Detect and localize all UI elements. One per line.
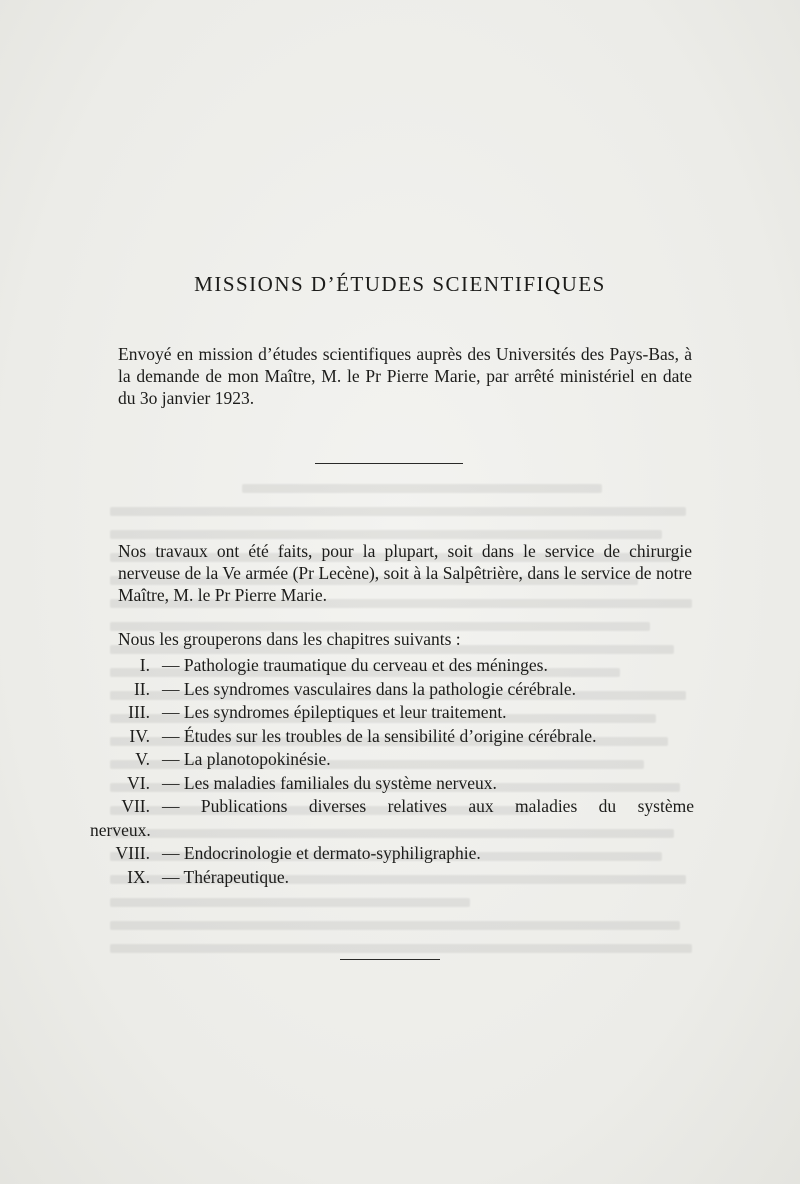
chapters-intro: Nous les grouperons dans les chapitres suivants :: [118, 629, 461, 649]
chapter-number: VI.: [127, 772, 150, 793]
chapter-number: IV.: [129, 725, 150, 746]
chapter-title: — Les maladies familiales du système nerveux.: [162, 772, 497, 793]
chapter-number: VII.: [121, 796, 150, 816]
chapter-item: [90, 678, 694, 702]
chapter-item: [90, 748, 694, 772]
chapter-item: [90, 866, 694, 890]
chapter-title: — Thérapeutique.: [162, 866, 289, 887]
chapter-title: — Endocrinologie et dermato-syphiligraphie.: [162, 843, 481, 863]
works-paragraph: Nos travaux ont été faits, pour la plupart, soit dans le service de chirurgie nerveuse de la Ve armée (Pr Lecène), soit à la Salpêtrière, dans le service de notre Maître, M. le Pr Pierre Marie.: [118, 541, 692, 605]
chapter-title: — Publications diverses relatives aux maladies du système: [162, 796, 694, 816]
chapter-title: — Les syndromes épileptiques et leur traitement.: [162, 702, 507, 722]
chapter-item: [90, 842, 694, 866]
chapter-title: — La planotopokinésie.: [162, 749, 331, 769]
separator-rule: [315, 463, 463, 464]
mission-paragraph: Envoyé en mission d’études scientifiques auprès des Universités des Pays-Bas, à la demande de mon Maître, M. le Pr Pierre Marie, par arrêté ministériel en date du 3o janvier 1923.: [118, 344, 692, 408]
chapter-number: IX.: [127, 866, 150, 887]
chapter-number: VIII.: [115, 843, 150, 863]
chapter-item: [90, 701, 694, 725]
chapter-item: [90, 725, 694, 749]
chapter-list: [90, 654, 694, 889]
chapter-item: [90, 772, 694, 796]
chapter-item: [90, 654, 694, 678]
chapter-title: — Études sur les troubles de la sensibilité d’origine cérébrale.: [162, 725, 597, 746]
chapter-item: [90, 795, 694, 842]
chapter-title: — Pathologie traumatique du cerveau et des méninges.: [162, 655, 548, 675]
chapter-title-continuation: nerveux.: [90, 819, 151, 840]
chapter-title: — Les syndromes vasculaires dans la pathologie cérébrale.: [162, 678, 577, 699]
chapter-number: III.: [128, 702, 150, 722]
chapter-number: I.: [139, 655, 150, 675]
page-title: MISSIONS D’ÉTUDES SCIENTIFIQUES: [194, 272, 606, 296]
chapter-number: V.: [135, 749, 150, 769]
separator-rule: [340, 959, 440, 960]
chapter-number: II.: [133, 678, 150, 699]
